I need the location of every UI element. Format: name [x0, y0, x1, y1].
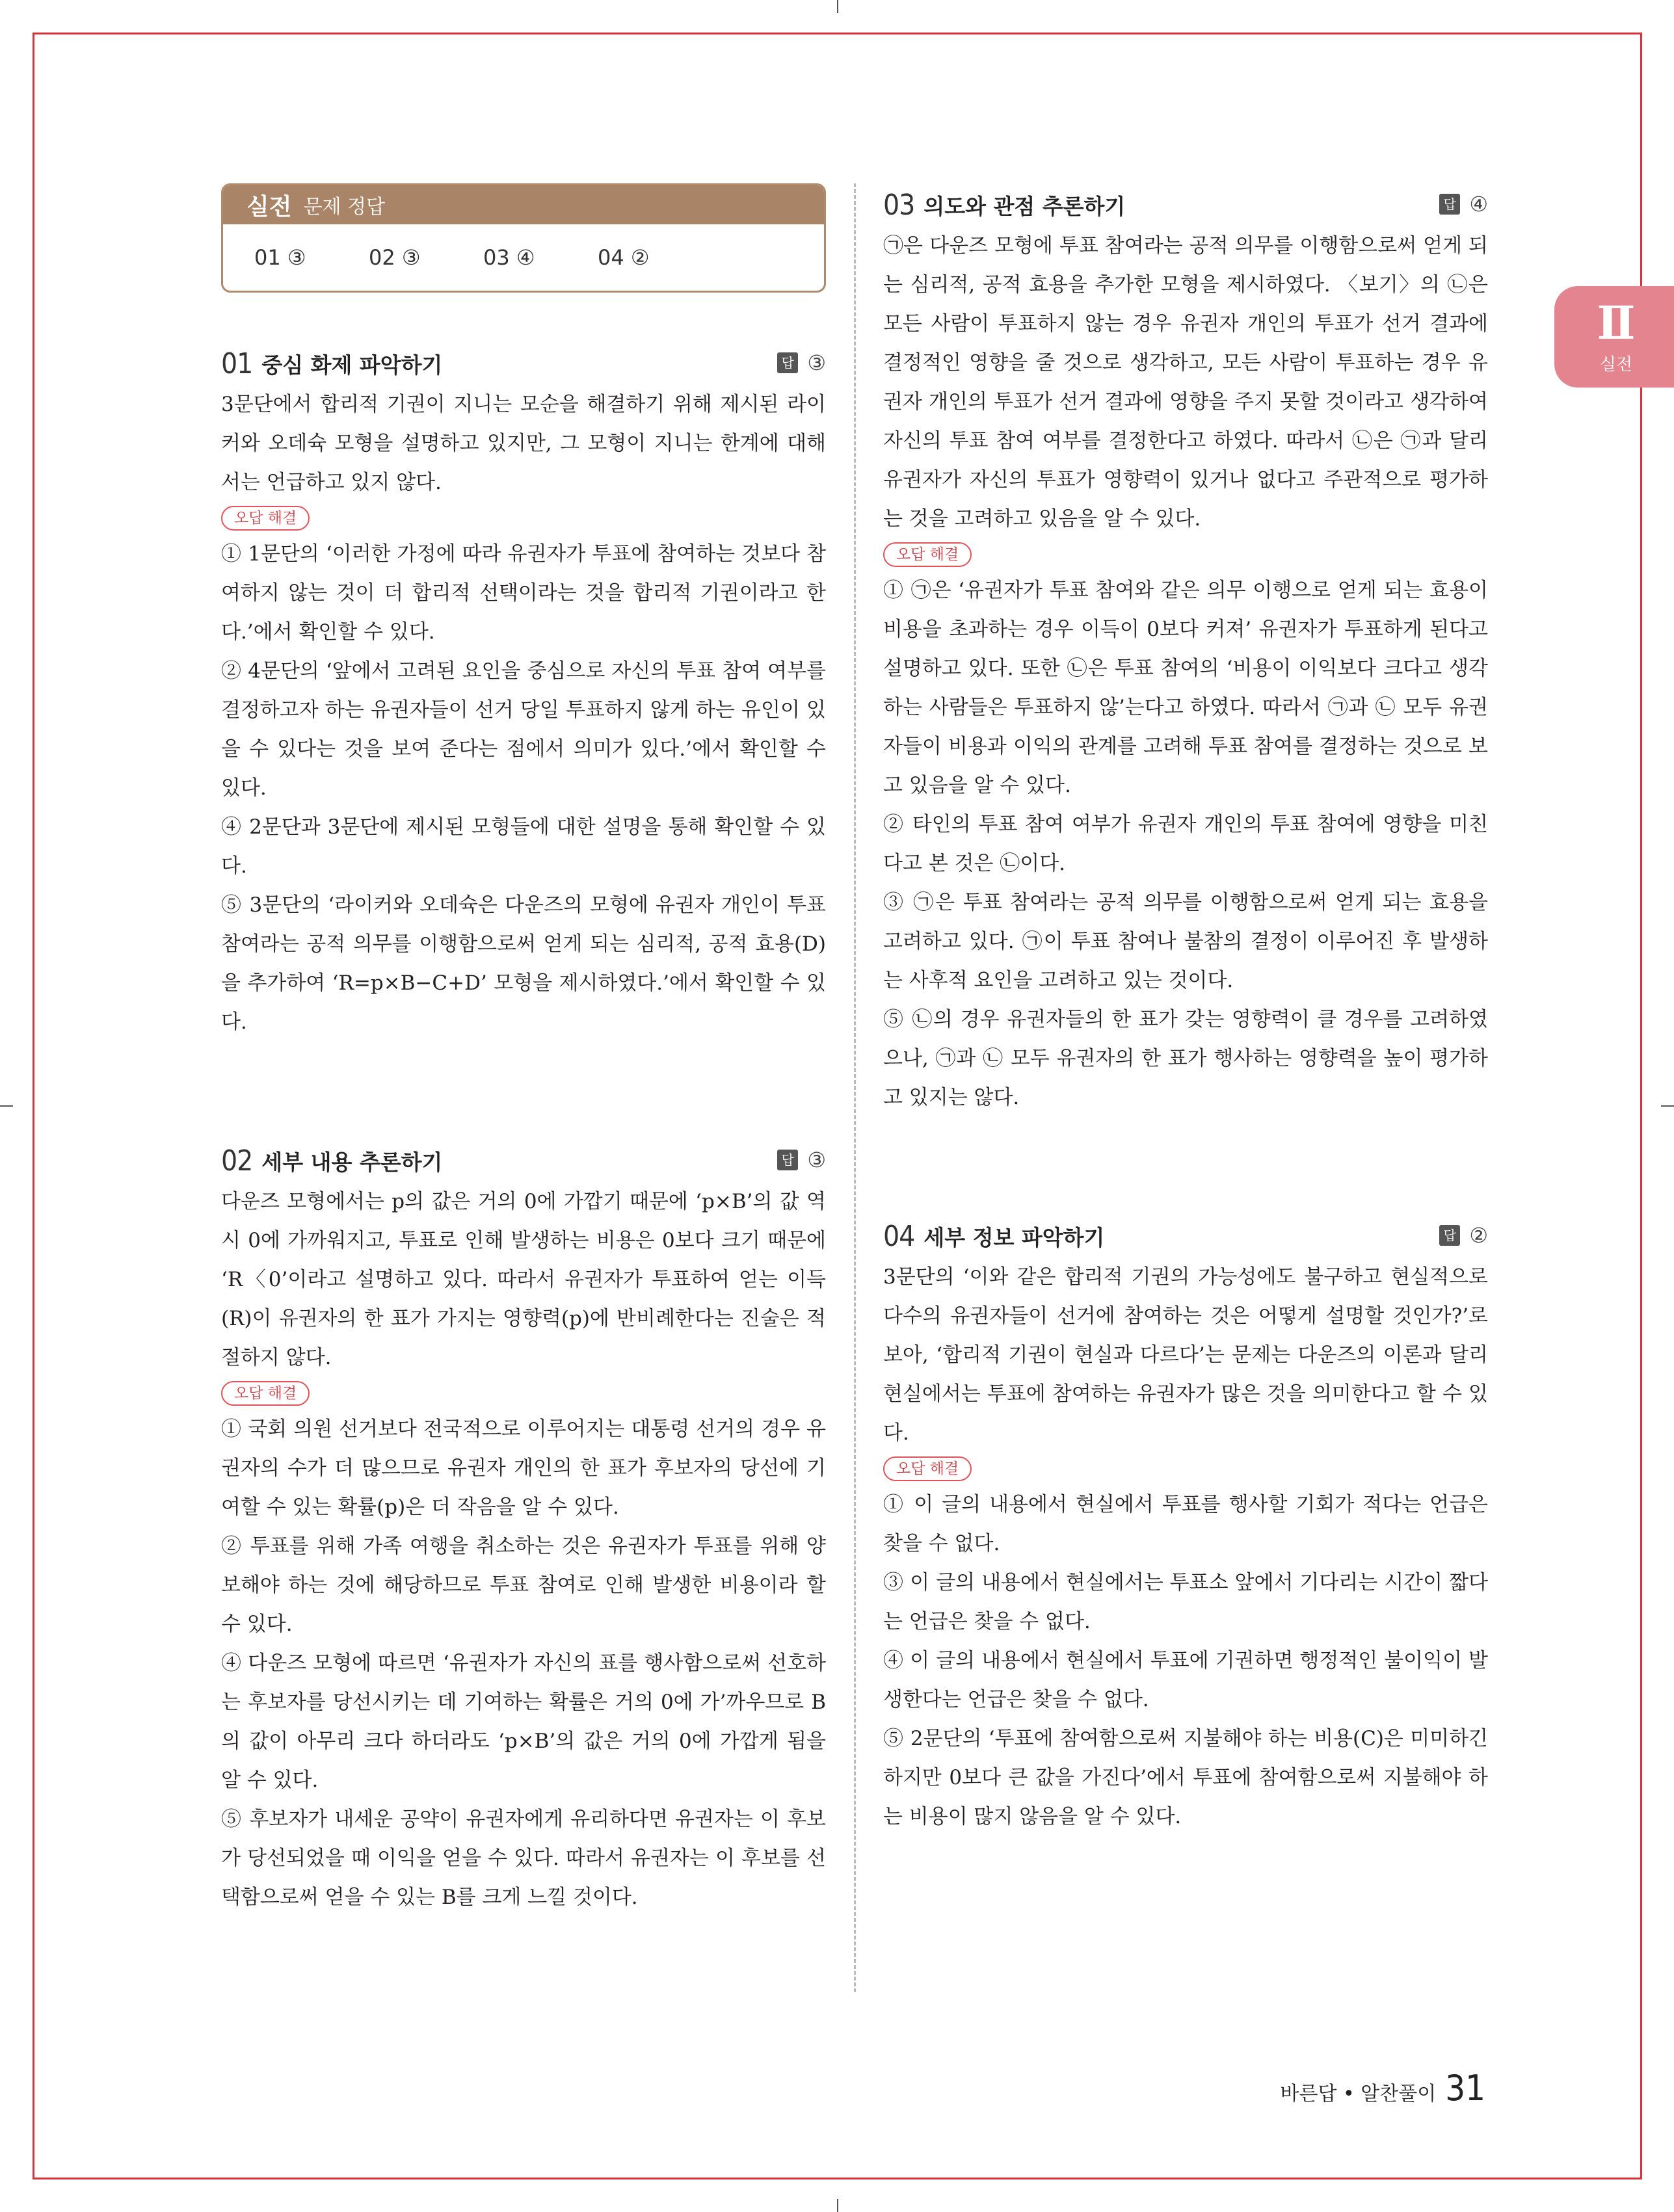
explanation-text: 다운즈 모형에서는 p의 값은 거의 0에 가깝기 때문에 ‘p×B’의 값 역시 0에 가까워지고, 투표로 인해 발생하는 비용은 0보다 크기 때문에 ‘R〈0’이라고 설명하고 있다. 따라서 유권자가 투표하여 얻는 이득(R)이 유권자의 한 표가 가지는 영향력(p)에 반비례한다는 진술은 적절하지 않다.: [221, 1190, 826, 1369]
section-heading: [221, 1139, 826, 1182]
section-04: [883, 1215, 1488, 1836]
answer-icon: 답: [777, 1150, 798, 1170]
chapter-tab: [1554, 286, 1674, 388]
wrong-answer-tag: 오답 해결: [221, 1381, 310, 1406]
section-02: [221, 1139, 826, 1917]
crop-mark: [837, 2199, 838, 2212]
answer-value: ④: [1469, 192, 1488, 217]
answer-box-header: [223, 185, 824, 224]
section-heading: [883, 1215, 1488, 1257]
answer-item: 01 ③: [254, 245, 306, 270]
option-explanation: ④ 다운즈 모형에 따르면 ‘유권자가 자신의 표를 행사함으로써 선호하는 후보자를 당선시키는 데 기여하는 확률은 거의 0에 가’까우므로 B의 값이 아무리 크다 하더라도 ‘p×B’의 값은 거의 0에 가깝게 됨을 알 수 있다.: [221, 1652, 826, 1792]
section-title: 세부 정보 파악하기: [923, 1224, 1105, 1250]
section-answer: [1439, 192, 1488, 217]
option-explanation: ② 투표를 위해 가족 여행을 취소하는 것은 유권자가 투표를 위해 양보해야 하는 것에 해당하므로 투표 참여로 인해 발생한 비용이라 할 수 있다.: [221, 1534, 826, 1636]
page-footer: [1281, 2068, 1485, 2109]
crop-mark: [837, 0, 838, 13]
section-number: 01: [221, 347, 253, 380]
explanation-text: 3문단에서 합리적 기권이 지니는 모순을 해결하기 위해 제시된 라이커와 오데슉 모형을 설명하고 있지만, 그 모형이 지니는 한계에 대해서는 언급하고 있지 않다.: [221, 393, 826, 494]
option-explanation: ② 타인의 투표 참여 여부가 유권자 개인의 투표 참여에 영향을 미친다고 본 것은 ㉡이다.: [883, 813, 1488, 875]
answer-item: 02 ③: [369, 245, 421, 270]
option-explanation: ⑤ 3문단의 ‘라이커와 오데슉은 다운즈의 모형에 유권자 개인이 투표 참여라는 공적 의무를 이행함으로써 얻게 되는 심리적, 공적 효용(D)을 추가하여 ‘R=p×B−C+D’ 모형을 제시하였다.’에서 확인할 수 있다.: [221, 893, 826, 1034]
chapter-label: 실전: [1599, 355, 1633, 375]
answer-list: [223, 224, 824, 291]
section-heading: [883, 183, 1488, 226]
footer-title: 바른답 • 알찬풀이: [1280, 2083, 1437, 2105]
section-title: 의도와 관점 추론하기: [923, 193, 1126, 219]
option-explanation: ① ㉠은 ‘유권자가 투표 참여와 같은 의무 이행으로 얻게 되는 효용이 비용을 초과하는 경우 이득이 0보다 커져’ 유권자가 투표하게 된다고 설명하고 있다. 또한 ㉡은 투표 참여의 ‘비용이 이익보다 크다고 생각하는 사람들은 투표하지 않’는다고 하였다. 따라서 ㉠과 ㉡ 모두 유권자들이 비용과 이익의 관계를 고려해 투표 참여를 결정하는 것으로 보고 있음을 알 수 있다.: [883, 579, 1488, 797]
option-explanation: ⑤ ㉡의 경우 유권자들의 한 표가 갖는 영향력이 클 경우를 고려하였으나, ㉠과 ㉡ 모두 유권자의 한 표가 행사하는 영향력을 높이 평가하고 있지는 않다.: [883, 1008, 1488, 1109]
column-divider: [854, 183, 856, 1992]
section-title: 세부 내용 추론하기: [261, 1149, 443, 1175]
option-explanation: ③ 이 글의 내용에서 현실에서는 투표소 앞에서 기다리는 시간이 짧다는 언급은 찾을 수 없다.: [883, 1571, 1488, 1633]
wrong-answer-tag: 오답 해결: [221, 506, 310, 531]
answer-icon: 답: [1439, 1225, 1460, 1246]
answer-item: 03 ④: [483, 245, 535, 270]
wrong-answer-tag: 오답 해결: [883, 542, 972, 567]
answer-icon: 답: [777, 352, 798, 373]
section-answer: [777, 350, 826, 375]
answer-box-title-strong: 실전: [246, 193, 292, 220]
crop-mark: [1661, 1105, 1674, 1107]
option-explanation: ③ ㉠은 투표 참여라는 공적 의무를 이행함으로써 얻게 되는 효용을 고려하고 있다. ㉠이 투표 참여나 불참의 결정이 이루어진 후 발생하는 사후적 요인을 고려하고 있는 것이다.: [883, 891, 1488, 992]
option-explanation: ④ 2문단과 3문단에 제시된 모형들에 대한 설명을 통해 확인할 수 있다.: [221, 815, 826, 878]
explanation-text: 3문단의 ‘이와 같은 합리적 기권의 가능성에도 불구하고 현실적으로 다수의 유권자들이 선거에 참여하는 것은 어떻게 설명할 것인가?’로 보아, ‘합리적 기권이 현실과 다르다’는 문제는 다운즈의 이론과 달리 현실에서는 투표에 참여하는 유권자가 많은 것을 의미한다고 할 수 있다.: [883, 1265, 1488, 1445]
option-explanation: ② 4문단의 ‘앞에서 고려된 요인을 중심으로 자신의 투표 참여 여부를 결정하고자 하는 유권자들이 선거 당일 투표하지 않게 하는 유인이 있을 수 있다는 것을 보여 준다는 점에서 의미가 있다.’에서 확인할 수 있다.: [221, 659, 826, 800]
wrong-answer-tag: 오답 해결: [883, 1456, 972, 1481]
section-03: [883, 183, 1488, 1117]
page-number: 31: [1445, 2068, 1485, 2109]
section-heading: [221, 342, 826, 385]
answer-value: ③: [807, 350, 826, 375]
answer-box-title: 문제 정답: [303, 196, 386, 218]
right-column: [883, 183, 1488, 1899]
option-explanation: ① 1문단의 ‘이러한 가정에 따라 유권자가 투표에 참여하는 것보다 참여하지 않는 것이 더 합리적 선택이라는 것을 합리적 기권이라고 한다.’에서 확인할 수 있다.: [221, 542, 826, 644]
section-number: 02: [221, 1144, 253, 1178]
option-explanation: ⑤ 후보자가 내세운 공약이 유권자에게 유리하다면 유권자는 이 후보가 당선되었을 때 이익을 얻을 수 있다. 따라서 유권자는 이 후보를 선택함으로써 얻을 수 있는 B를 크게 느낄 것이다.: [221, 1808, 826, 1909]
section-answer: [777, 1148, 826, 1172]
answer-summary-box: [221, 183, 826, 293]
option-explanation: ① 국회 의원 선거보다 전국적으로 이루어지는 대통령 선거의 경우 유권자의 수가 더 많으므로 유권자 개인의 한 표가 후보자의 당선에 기여할 수 있는 확률(p)은 더 작음을 알 수 있다.: [221, 1417, 826, 1519]
crop-mark: [0, 1105, 13, 1107]
explanation-text: ㉠은 다운즈 모형에 투표 참여라는 공적 의무를 이행함으로써 얻게 되는 심리적, 공적 효용을 추가한 모형을 제시하였다. 〈보기〉의 ㉡은 모든 사람이 투표하지 않는 경우 유권자 개인의 투표가 선거 결과에 결정적인 영향을 줄 것으로 생각하고, 모든 사람이 투표하는 경우 유권자 개인의 투표가 선거 결과에 영향을 주지 못할 것이라고 생각하여 자신의 투표 참여 여부를 결정한다고 하였다. 따라서 ㉡은 ㉠과 달리 유권자가 자신의 투표가 영향력이 있거나 없다고 주관적으로 평가하는 것을 고려하고 있음을 알 수 있다.: [883, 234, 1488, 531]
answer-value: ③: [807, 1148, 826, 1172]
left-column: [221, 183, 826, 1979]
chapter-number: Ⅱ: [1597, 296, 1636, 350]
section-01: [221, 342, 826, 1042]
section-number: 04: [883, 1219, 915, 1253]
answer-item: 04 ②: [598, 245, 650, 270]
option-explanation: ⑤ 2문단의 ‘투표에 참여함으로써 지불해야 하는 비용(C)은 미미하긴 하지만 0보다 큰 값을 가진다’에서 투표에 참여함으로써 지불해야 하는 비용이 많지 않음을 알 수 있다.: [883, 1727, 1488, 1828]
option-explanation: ① 이 글의 내용에서 현실에서 투표를 행사할 기회가 적다는 언급은 찾을 수 없다.: [883, 1493, 1488, 1555]
section-title: 중심 화제 파악하기: [261, 352, 443, 378]
section-number: 03: [883, 188, 915, 222]
answer-value: ②: [1469, 1223, 1488, 1248]
answer-icon: 답: [1439, 194, 1460, 215]
section-answer: [1439, 1223, 1488, 1248]
option-explanation: ④ 이 글의 내용에서 현실에서 투표에 기권하면 행정적인 불이익이 발생한다는 언급은 찾을 수 없다.: [883, 1649, 1488, 1711]
